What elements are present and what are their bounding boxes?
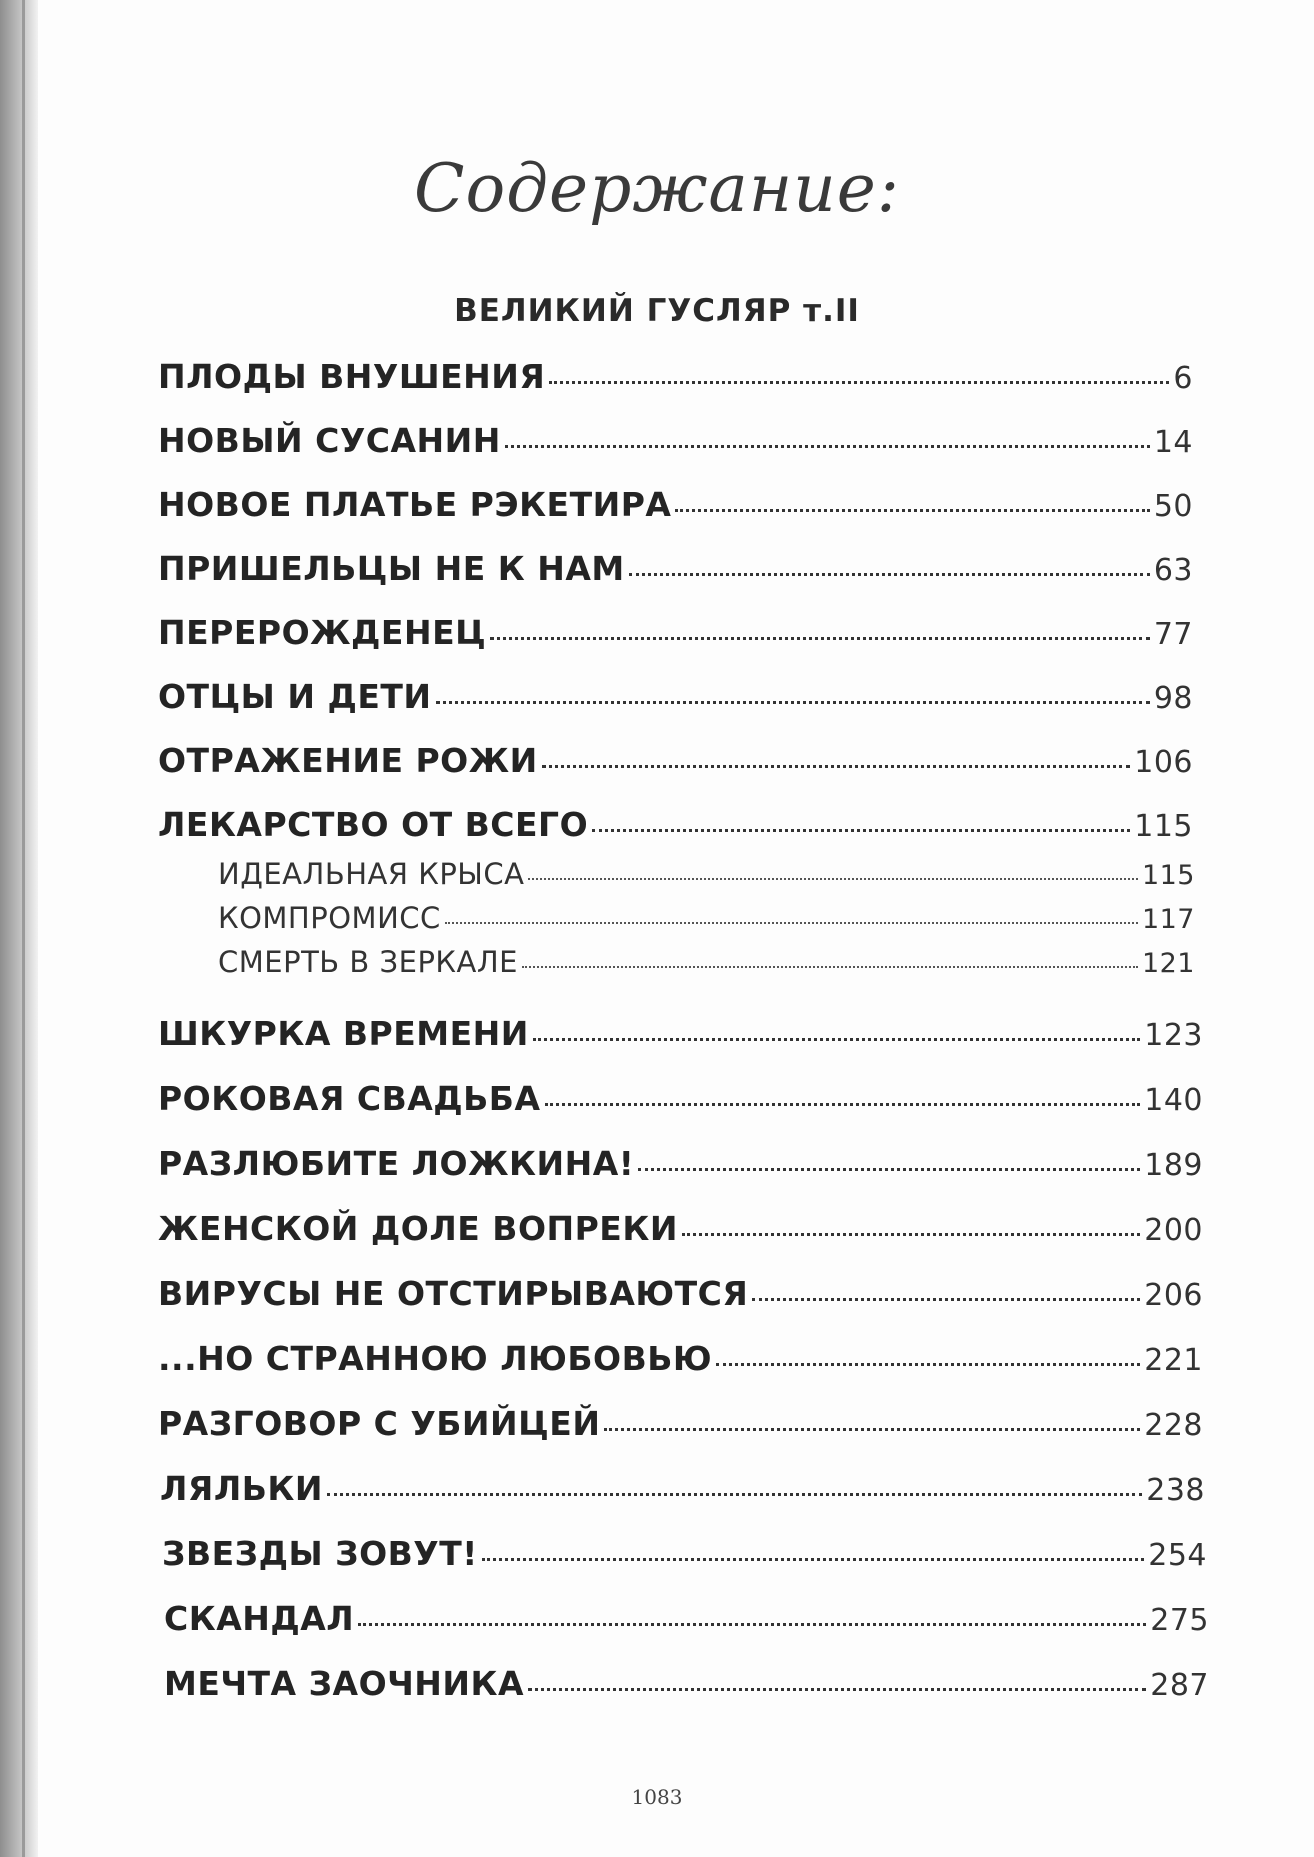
toc-entry-title: НОВОЕ ПЛАТЬЕ РЭКЕТИРА [158,485,672,524]
toc-entry [158,805,1193,844]
toc-dot-leader [445,922,1138,924]
toc-dot-leader [482,1558,1144,1561]
toc-entry-page: 63 [1153,553,1193,588]
toc-entry-title: РАЗГОВОР С УБИЙЦЕЙ [158,1404,601,1443]
toc-entry-page: 6 [1173,361,1193,396]
toc-entry-title: ПЕРЕРОЖДЕНЕЦ [158,613,487,652]
toc-subentry-title: ИДЕАЛЬНАЯ КРЫСА [218,857,525,891]
toc-entry-title: ОТРАЖЕНИЕ РОЖИ [158,741,538,780]
toc-entry-page: 238 [1146,1473,1205,1508]
toc-entry [158,1209,1203,1248]
toc-dot-leader [716,1363,1140,1366]
page-number: 1083 [631,1785,683,1809]
toc-entry [162,1534,1207,1573]
toc-dot-leader [533,1038,1140,1041]
toc-entry [158,1339,1203,1378]
toc-subentry [218,901,1195,935]
toc-entry [158,1404,1203,1443]
toc-entry-title: РАЗЛЮБИТЕ ЛОЖКИНА! [158,1144,635,1183]
toc-entry-page: 106 [1134,745,1193,780]
toc-subentry-title: СМЕРТЬ В ЗЕРКАЛЕ [218,945,518,979]
toc-subentry-page: 121 [1141,948,1195,979]
toc-entry-page: 275 [1150,1603,1209,1638]
toc-entry [158,1014,1203,1053]
toc-entry-page: 98 [1153,681,1193,716]
toc-entry-title: ШКУРКА ВРЕМЕНИ [158,1014,529,1053]
toc-entry-title: ЗВЕЗДЫ ЗОВУТ! [162,1534,478,1573]
toc-dot-leader [528,1688,1146,1691]
toc-entry-title: МЕЧТА ЗАОЧНИКА [164,1664,525,1703]
toc-entry [158,741,1193,780]
toc-entry [158,1079,1203,1118]
toc-subentry [218,857,1195,891]
toc-dot-leader [682,1233,1140,1236]
toc-entry-title: СКАНДАЛ [164,1599,355,1638]
toc-entry [158,357,1193,396]
toc-entry-page: 287 [1150,1668,1209,1703]
toc-entry-page: 221 [1144,1343,1203,1378]
toc-entry-title: НОВЫЙ СУСАНИН [158,421,501,460]
page-heading: Содержание: [413,150,901,227]
toc-dot-leader [752,1298,1140,1301]
toc-entry-title: ЖЕНСКОЙ ДОЛЕ ВОПРЕКИ [158,1209,678,1248]
page-binding-shadow [0,0,38,1857]
toc-dot-leader [528,878,1137,880]
toc-dot-leader [490,637,1150,640]
toc-dot-leader [327,1493,1142,1496]
toc-entry-page: 140 [1144,1083,1203,1118]
toc-entry-page: 77 [1153,617,1193,652]
toc-dot-leader [545,1103,1141,1106]
toc-dot-leader [638,1168,1140,1171]
toc-entry [158,677,1193,716]
toc-dot-leader [505,445,1150,448]
toc-dot-leader [522,966,1138,968]
toc-entry-page: 200 [1144,1213,1203,1248]
toc-entry-page: 14 [1153,425,1193,460]
toc-entry-title: ПЛОДЫ ВНУШЕНИЯ [158,357,546,396]
toc-subentry-page: 115 [1141,860,1195,891]
toc-entry-page: 254 [1148,1538,1207,1573]
toc-entry [158,1274,1203,1313]
toc-entry [158,1144,1203,1183]
toc-dot-leader [592,829,1130,832]
toc-entry [164,1599,1209,1638]
toc-entry-page: 206 [1144,1278,1203,1313]
toc-entry [158,421,1193,460]
toc-dot-leader [675,509,1149,512]
toc-entry-title: ВИРУСЫ НЕ ОТСТИРЫВАЮТСЯ [158,1274,749,1313]
toc-entry [158,613,1193,652]
toc-entry-title: ОТЦЫ И ДЕТИ [158,677,432,716]
toc-subentry [218,945,1195,979]
binding-edge-line [22,0,25,1857]
toc-entry-page: 123 [1144,1018,1203,1053]
toc-entry [158,549,1193,588]
toc-entry-title: ...НО СТРАННОЮ ЛЮБОВЬЮ [158,1339,713,1378]
toc-dot-leader [549,381,1169,384]
toc-dot-leader [542,765,1130,768]
toc-entry-title: ЛЯЛЬКИ [160,1469,323,1508]
toc-dot-leader [358,1623,1146,1626]
toc-entry-title: РОКОВАЯ СВАДЬБА [158,1079,541,1118]
toc-dot-leader [604,1428,1140,1431]
toc-entry-title: ПРИШЕЛЬЦЫ НЕ К НАМ [158,549,625,588]
toc-entry-page: 115 [1134,809,1193,844]
toc-subentry-page: 117 [1141,904,1195,935]
toc-dot-leader [436,701,1150,704]
toc-entry-page: 50 [1153,489,1193,524]
toc-entry-title: ЛЕКАРСТВО ОТ ВСЕГО [158,805,589,844]
toc-entry [158,485,1193,524]
toc-entry [164,1664,1209,1703]
toc-dot-leader [629,573,1150,576]
section-title: ВЕЛИКИЙ ГУСЛЯР т.II [454,293,860,329]
toc-subentry-title: КОМПРОМИСС [218,901,441,935]
toc-entry-page: 228 [1144,1408,1203,1443]
toc-entry [160,1469,1205,1508]
toc-entry-page: 189 [1144,1148,1203,1183]
